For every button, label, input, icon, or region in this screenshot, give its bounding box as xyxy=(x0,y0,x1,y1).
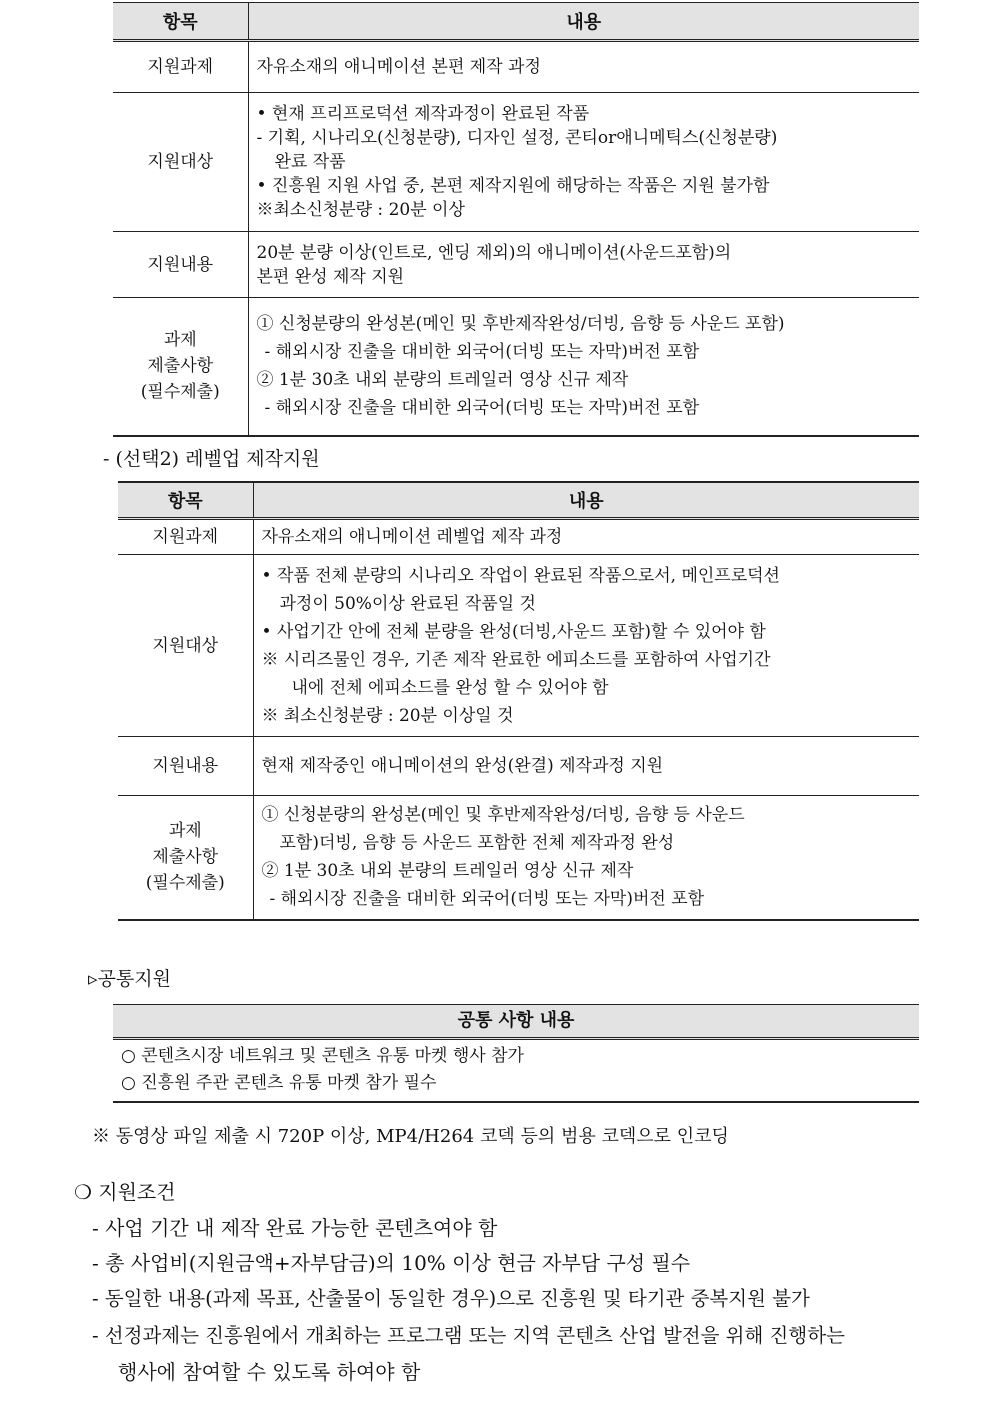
list-item: 행사에 참여할 수 있도록 하여야 함 xyxy=(118,1360,421,1384)
row-content: 자유소재의 애니메이션 본편 제작 과정 xyxy=(248,41,919,93)
table-row xyxy=(113,298,919,436)
row-label: 과제 제출사항 (필수제출) xyxy=(113,298,248,436)
table-row xyxy=(118,796,919,920)
row-label: 과제 제출사항 (필수제출) xyxy=(118,796,253,920)
row-label: 지원내용 xyxy=(113,232,248,298)
list-item: ○ 콘텐츠시장 네트워크 및 콘텐츠 유통 마켓 행사 참가 xyxy=(121,1046,524,1066)
common-box-body xyxy=(113,1040,919,1103)
row-content: ① 신청분량의 완성본(메인 및 후반제작완성/더빙, 음향 등 사운드 포함) - 해외시장 진출을 대비한 외국어(더빙 또는 자막)버전 포함 ② 1분 30초 내외 분량의 트레일러 영상 신규 제작 - 해외시장 진출을 대비한 외국어(더빙 또는 자막)버전 포함 xyxy=(248,298,919,436)
row-content: • 작품 전체 분량의 시나리오 작업이 완료된 작품으로서, 메인프로덕션 과정이 50%이상 완료된 작품일 것 • 사업기간 안에 전체 분량을 완성(더빙,사운드 포함)할 수 있어야 함 ※ 시리즈물인 경우, 기존 제작 완료한 에피소드를 포함하여 사업기간 내에 전체 에피소드를 완성 할 수 있어야 함 ※ 최소신청분량 : 20분 이상일 것 xyxy=(253,555,919,737)
row-content: 현재 제작중인 애니메이션의 완성(완결) 제작과정 지원 xyxy=(253,737,919,796)
row-content: 20분 분량 이상(인트로, 엔딩 제외)의 애니메이션(사운드포함)의 본편 완성 제작 지원 xyxy=(248,232,919,298)
row-content: 자유소재의 애니메이션 레벨업 제작 과정 xyxy=(253,519,919,555)
row-label: 지원과제 xyxy=(118,519,253,555)
conditions-title: ❍ 지원조건 xyxy=(74,1180,176,1204)
table-row xyxy=(118,519,919,555)
table-header-row xyxy=(118,482,919,519)
list-item: - 총 사업비(지원금액+자부담금)의 10% 이상 현금 자부담 구성 필수 xyxy=(92,1251,691,1275)
list-item: - 사업 기간 내 제작 완료 가능한 콘텐츠여야 함 xyxy=(92,1216,498,1240)
row-label: 지원대상 xyxy=(113,93,248,232)
section-title: - (선택2) 레벨업 제작지원 xyxy=(103,448,320,470)
table-row xyxy=(113,41,919,93)
table-row xyxy=(118,737,919,796)
table-row xyxy=(113,93,919,232)
common-box-header: 공통 사항 내용 xyxy=(113,1004,919,1040)
table-row xyxy=(113,232,919,298)
table-row xyxy=(118,555,919,737)
production-support-table xyxy=(113,2,919,437)
list-item: - 동일한 내용(과제 목표, 산출물이 동일한 경우)으로 진흥원 및 타기관 중복지원 불가 xyxy=(92,1287,810,1310)
list-item: ○ 진흥원 주관 콘텐츠 유통 마켓 참가 필수 xyxy=(121,1073,437,1093)
row-content: ① 신청분량의 완성본(메인 및 후반제작완성/더빙, 음향 등 사운드 포함)더빙, 음향 등 사운드 포함한 전체 제작과정 완성 ② 1분 30초 내외 분량의 트레일러 영상 신규 제작 - 해외시장 진출을 대비한 외국어(더빙 또는 자막)버전 포함 xyxy=(253,796,919,920)
header-item: 항목 xyxy=(113,3,248,41)
row-content: • 현재 프리프로덕션 제작과정이 완료된 작품 - 기획, 시나리오(신청분량), 디자인 설정, 콘티or애니메틱스(신청분량) 완료 작품 • 진흥원 지원 사업 중, 본편 제작지원에 해당하는 작품은 지원 불가함 ※최소신청분량 : 20분 이상 xyxy=(248,93,919,232)
row-label: 지원대상 xyxy=(118,555,253,737)
row-label: 지원내용 xyxy=(118,737,253,796)
common-support-title: ▹공통지원 xyxy=(88,968,171,990)
row-label: 지원과제 xyxy=(113,41,248,93)
header-item: 항목 xyxy=(118,482,253,519)
list-item: - 선정과제는 진흥원에서 개최하는 프로그램 또는 지역 콘텐츠 산업 발전을 위해 진행하는 xyxy=(92,1324,845,1347)
header-content: 내용 xyxy=(253,482,919,519)
encoding-note: ※ 동영상 파일 제출 시 720P 이상, MP4/H264 코덱 등의 범용 코덱으로 인코딩 xyxy=(92,1126,729,1147)
header-content: 내용 xyxy=(248,3,919,41)
common-items-box xyxy=(113,1004,919,1103)
table-header-row xyxy=(113,3,919,41)
levelup-support-table xyxy=(118,481,919,921)
